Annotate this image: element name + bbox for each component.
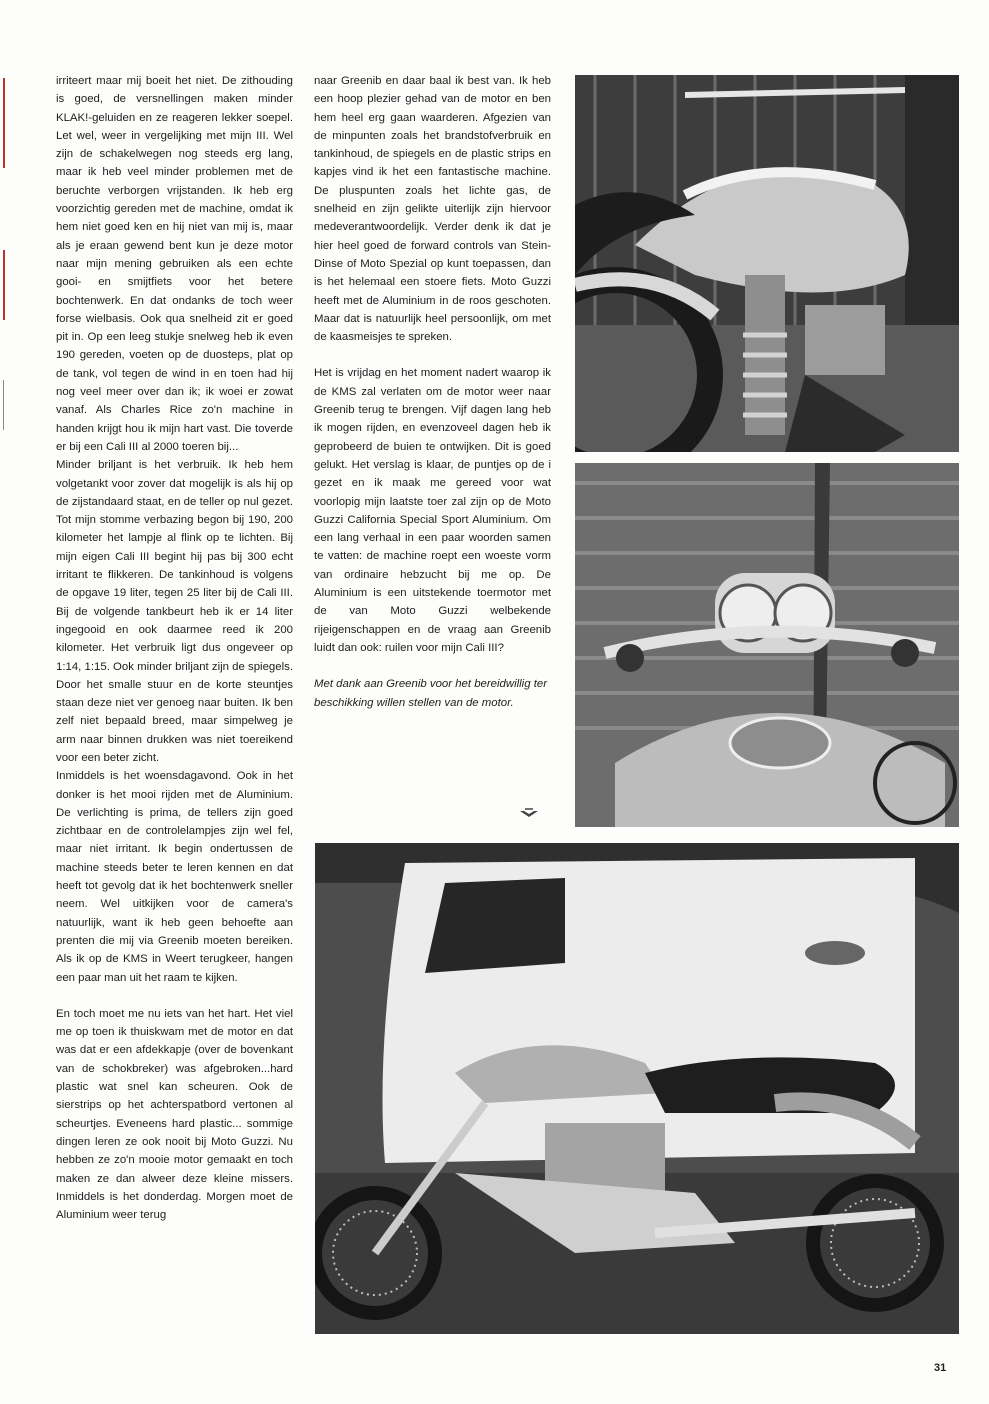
- article-paragraph: irriteert maar mij boeit het niet. De zithouding is goed, de versnellingen maken minder KLAK!-geluiden en ze reageren lekker soepel. Let wel, weer in vergelijking met mijn III. Wel zijn de schakelwegen nog steeds erg lang, maar ik heb veel minder problemen met de beruchte verborgen vrijstanden. Ik heb erg voorzichtig gereden met de machine, omdat ik hem niet goed ken en hij niet van mij is, maar als je eraan gewend bent kun je deze motor naar mijn mening gebruiken als een echte gooi- en smijtfiets voor het betere bochtenwerk. En dat ondanks de toch weer forse wielbasis. Ook qua snelheid zit er goed pit in. Op een leeg stukje snelweg heb ik even 190 gereden, voeten op de duosteps, plat op de tank, vol tegen de wind in en toen had hij nog veel meer over dan ik; ik woei er zowat vanaf. Als Charles Rice zo'n machine in handen krijgt hou ik mijn hart vast. Die toverde er bij een Cali III al 2000 toeren bij...: [56, 75, 293, 453]
- end-mark-icon: [519, 808, 539, 820]
- article-paragraph: Het is vrijdag en het moment nadert waarop ik de KMS zal verlaten om de motor weer naar Greenib terug te brengen. Vijf dagen lang heb ik mogen rijden, en evenzoveel dagen heb ik geprobeerd de buien te ontwijken. Dit is goed gelukt. Het verslag is klaar, de puntjes op de i gezet en ik maak me gereed voor wat voorlopig mijn laatste toer zal zijn op de Moto Guzzi California Special Sport Aluminium. Om een lang verhaal in een paar woorden samen te vatten: de machine roept een woeste vorm van ordinaire hebzucht bij me op. De Aluminium is een uitstekende toermotor met de van Moto Guzzi welbekende rijeigenschappen en de vraag aan Greenib luidt dan ook: ruilen voor mijn Cali III?: [314, 367, 551, 654]
- article-paragraph: Inmiddels is het woensdagavond. Ook in het donker is het mooi rijden met de Aluminium. De verlichting is prima, de tellers zijn goed zichtbaar en de controlelampjes zijn wel fel, maar niet irritant. Ik begin ondertussen de machine steeds beter te leren kennen en dat heeft tot gevolg dat ik het bochtenwerk sneller neem. Wel uitkijken voor de camera's natuurlijk, want ik heb geen behoefte aan prenten die mij via Greenib moeten bereiken. Als ik op de KMS in Weert terugkeer, hangen een paar man uit het raam te kijken.: [56, 770, 293, 984]
- article-column-middle: [314, 72, 551, 712]
- page-number: 31: [934, 1362, 947, 1374]
- margin-mark: [3, 250, 5, 320]
- margin-mark: [3, 380, 4, 430]
- photo-motorcycle-handlebar: [575, 463, 959, 827]
- article-paragraph: naar Greenib en daar baal ik best van. Ik heb een hoop plezier gehad van de motor en ben hem heel erg gaan waarderen. Afgezien van de minpunten zoals het brandstofverbruik en tankinhoud, de spiegels en de plastic strips en kapjes vind ik het een fantastische machine. De pluspunten zoals het lichte gas, de snelheid en zijn gelikte uiterlijk zijn hiervoor medeverantwoordelijk. Verder denk ik dat je hier heel goed de forward controls van Stein-Dinse of Moto Spezial op kunt toepassen, dan is het helemaal een stoere fiets. Moto Guzzi heeft met de Aluminium in de roos geschoten. Maar dat is natuurlijk heel persoonlijk, om met de kaasmeisjes te spreken.: [314, 75, 551, 344]
- margin-mark: [3, 78, 5, 168]
- article-paragraph: En toch moet me nu iets van het hart. Het viel me op toen ik thuiskwam met de motor en dat was dat er een afdekkapje (over de bovenkant van de schokbreker) was afgebroken...hard plastic wat snel kan scheuren. Ook de sierstrips op het achterspatbord vertonen al scheurtjes. Eveneens hard plastic... sommige dingen leren ze ook nooit bij Moto Guzzi. Nu hebben ze zo'n mooie motor gemaakt en toch maken ze dan alweer deze kleine missers. Inmiddels is het donderdag. Morgen moet de Aluminium weer terug: [56, 1007, 293, 1222]
- article-column-left: [56, 72, 293, 1224]
- photo-credit: Met dank aan Greenib voor het bereidwillig ter beschikking willen stellen van de motor.: [314, 678, 548, 709]
- article-paragraph: Minder briljant is het verbruik. Ik heb hem volgetankt voor zover dat mogelijk is als hij op de zijstandaard staat, en de teller op nul gezet. Tot mijn stomme verbazing begon bij 190, 200 kilometer het lampje al flink op te lichten. Bij mijn eigen Cali III begint hij pas bij 300 echt irritant te flikkeren. De tankinhoud is volgens de opgave 19 liter, tegen 25 liter bij de Cali III. Bij de volgende tankbeurt heb ik er 14 liter ingegooid en ook daarmee reed ik 200 kilometer. Het verbruik ligt dus ongeveer op 1:14, 1:15. Ook minder briljant zijn de spiegels. Door het smalle stuur en de korte steuntjes staan deze niet ver genoeg naar buiten. Ik ben zelf niet bepaald breed, maar simpelweg je arm naar binnen drukken was niet toereikend voor een beter zicht.: [56, 459, 293, 764]
- photo-motorcycle-tank-closeup: [575, 75, 959, 452]
- photo-motorcycle-with-van: [315, 843, 959, 1334]
